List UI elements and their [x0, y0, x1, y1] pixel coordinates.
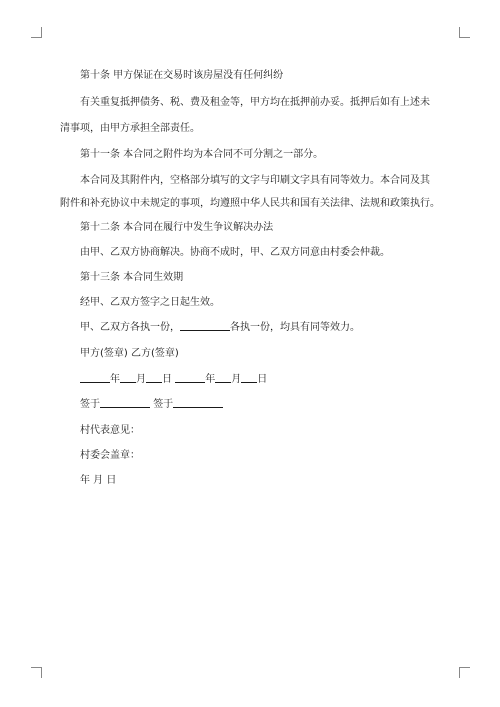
copies-clause [80, 320, 360, 336]
article-13-title: 第十三条 本合同生效期 [80, 272, 184, 283]
month-blank-2[interactable] [215, 372, 231, 383]
day-blank-1[interactable] [146, 372, 162, 383]
signed-at-line [80, 397, 223, 413]
year-label-1: 年 [110, 374, 120, 385]
day-label-2: 日 [257, 374, 268, 385]
month-label-2: 月 [231, 374, 242, 385]
day-label-1: 日 [162, 374, 172, 385]
copies-count-blank[interactable] [180, 320, 230, 331]
signed-at-label-1: 签于 [80, 399, 100, 410]
signed-at-label-2: 签于 [153, 399, 174, 410]
crop-mark-top-right [459, 27, 470, 38]
village-committee-seal: 村委会盖章： [80, 450, 140, 461]
article-11-body-line-2: 附件和补充协议中未规定的事项，均遵照中华人民共和国有关法律、法规和政策执行。 [60, 198, 440, 209]
village-rep-opinion: 村代表意见： [80, 425, 140, 436]
article-10-body-line-1: 有关重复抵押债务、税、费及租金等，甲方均在抵押前办妥。抵押后如有上述未 [80, 97, 430, 108]
copies-suffix: 各执一份，均具有同等效力。 [230, 322, 360, 333]
final-date: 年 月 日 [80, 475, 117, 486]
crop-mark-bottom-right [459, 667, 470, 678]
year-blank-2[interactable] [175, 372, 205, 383]
year-label-2: 年 [205, 374, 216, 385]
signed-at-blank-1[interactable] [100, 397, 150, 408]
article-11-body-line-1: 本合同及其附件内，空格部分填写的文字与印刷文字具有同等效力。本合同及其 [80, 175, 430, 186]
signed-at-blank-2[interactable] [173, 397, 223, 408]
month-label-1: 月 [136, 374, 146, 385]
month-blank-1[interactable] [120, 372, 136, 383]
article-11-title: 第十一条 本合同之附件均为本合同不可分割之一部分。 [80, 149, 324, 160]
article-13-body: 经甲、乙双方签字之日起生效。 [80, 297, 220, 308]
crop-mark-bottom-left [31, 667, 42, 678]
signatures-line: 甲方(签章) 乙方(签章) [80, 348, 179, 359]
article-12-title: 第十二条 本合同在履行中发生争议解决办法 [80, 222, 274, 233]
day-blank-2[interactable] [241, 372, 257, 383]
article-12-body: 由甲、乙双方协商解决。协商不成时，甲、乙双方同意由村委会仲裁。 [80, 247, 390, 258]
date-line [80, 372, 267, 388]
article-10-title: 第十条 甲方保证在交易时该房屋没有任何纠纷 [80, 70, 284, 81]
copies-prefix: 甲、乙双方各执一份， [80, 322, 180, 333]
crop-mark-top-left [31, 27, 42, 38]
article-10-body-line-2: 清事项，由甲方承担全部责任。 [60, 123, 200, 134]
year-blank-1[interactable] [80, 372, 110, 383]
